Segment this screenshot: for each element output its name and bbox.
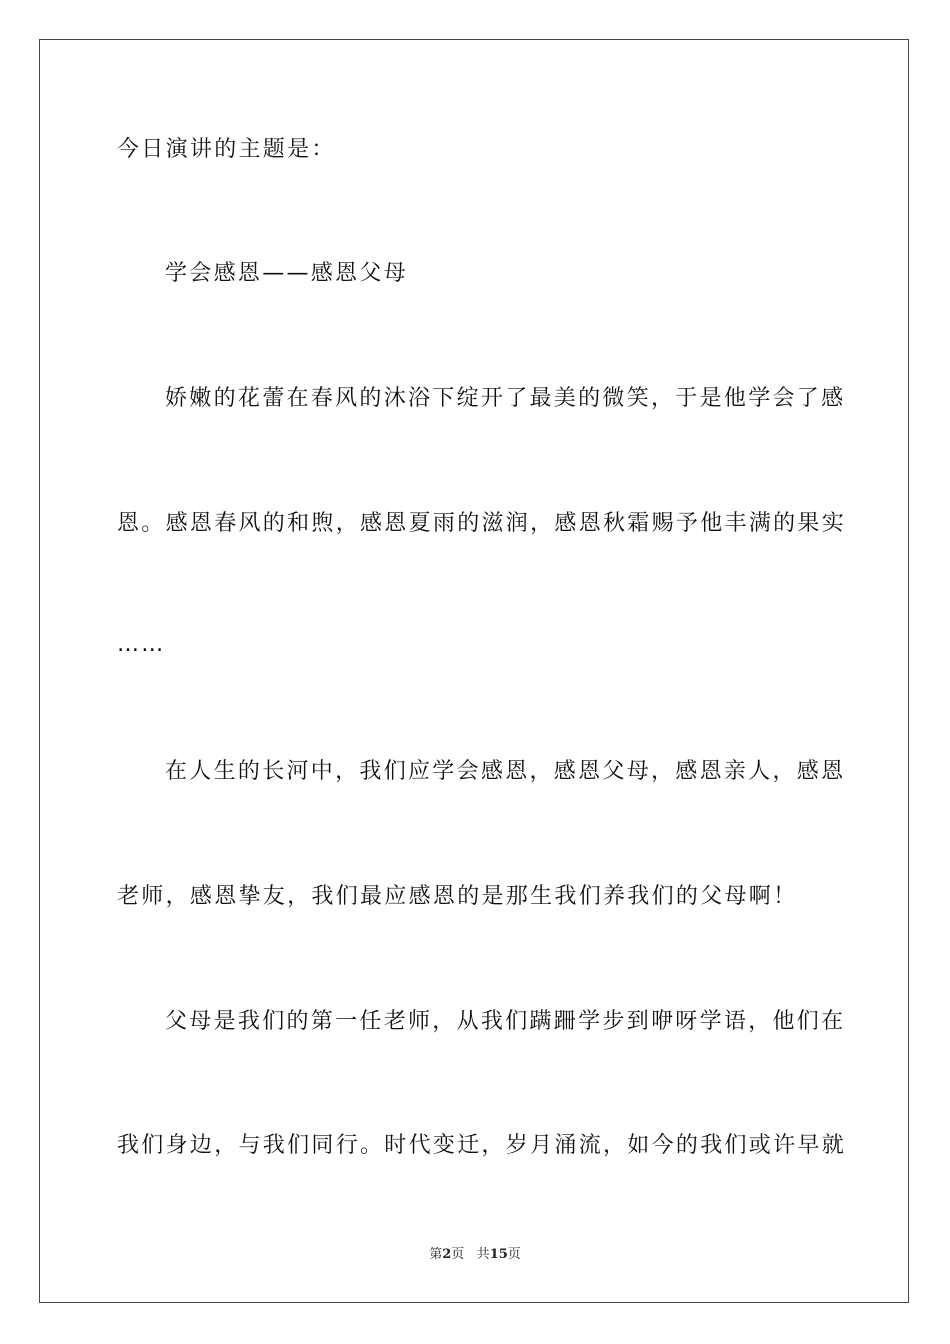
text-line: 老师，感恩挚友，我们最应感恩的是那生我们养我们的父母啊！ <box>117 884 798 909</box>
text-line: 在人生的长河中，我们应学会感恩，感恩父母，感恩亲人，感恩 <box>165 759 846 784</box>
total-pages: 15 <box>489 1247 508 1262</box>
page-footer <box>0 1246 950 1264</box>
text-line-topic-title: 学会感恩——感恩父母 <box>165 261 409 286</box>
text-line: 恩。感恩春风的和煦，感恩夏雨的滋润，感恩秋霜赐予他丰满的果实 <box>117 511 847 536</box>
text-line: 娇嫩的花蕾在春风的沐浴下绽开了最美的微笑，于是他学会了感 <box>165 386 846 411</box>
text-line-topic-intro: 今日演讲的主题是： <box>117 137 336 162</box>
total-prefix: 共 <box>476 1247 490 1262</box>
page-number: 2 <box>442 1247 452 1262</box>
page-suffix: 页 <box>451 1247 465 1262</box>
page-prefix: 第 <box>429 1247 443 1262</box>
text-line: 我们身边，与我们同行。时代变迁，岁月涌流，如今的我们或许早就 <box>117 1133 847 1158</box>
total-suffix: 页 <box>507 1247 521 1262</box>
text-line: 父母是我们的第一任老师，从我们蹒跚学步到咿呀学语，他们在 <box>165 1009 846 1034</box>
text-line: …… <box>117 632 166 657</box>
page-border <box>39 39 909 1303</box>
